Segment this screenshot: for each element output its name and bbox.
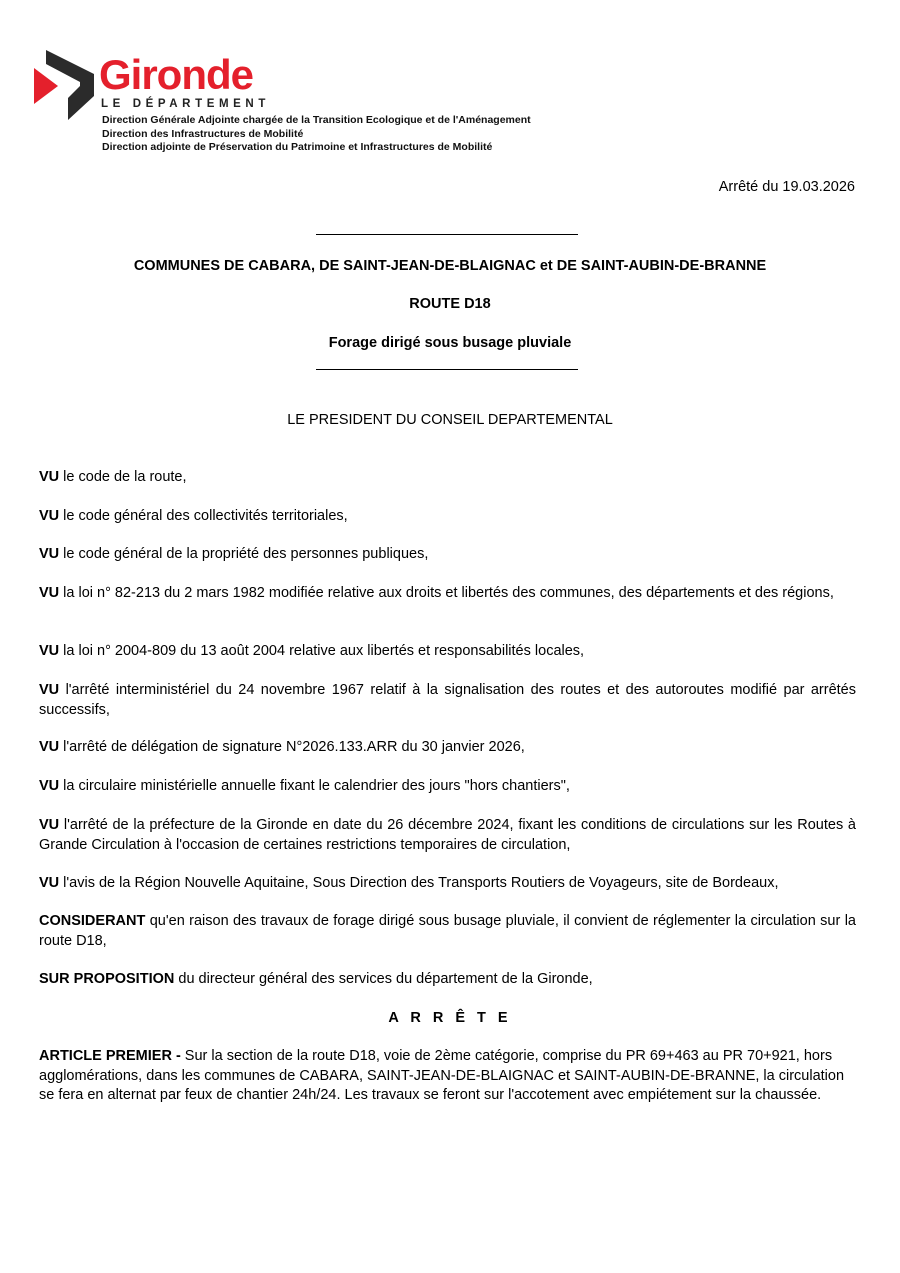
direction-line: Direction Générale Adjointe chargée de la Transition Ecologique et de l'Aménagement — [102, 114, 531, 126]
direction-line: Direction adjointe de Préservation du Patrimoine et Infrastructures de Mobilité — [102, 141, 493, 153]
brand-name: Gironde — [99, 51, 254, 98]
consideration-item: VU le code de la route, — [39, 469, 187, 485]
route-heading: ROUTE D18 — [409, 296, 491, 312]
subject-heading: Forage dirigé sous busage pluviale — [328, 335, 572, 351]
authority-title: LE PRESIDENT DU CONSEIL DEPARTEMENTAL — [287, 412, 613, 428]
consideration-item: VU l'arrêté interministériel du 24 novembre 1967 relatif à la signalisation des routes et des autoroutes modifié par arrêtés successifs, — [39, 682, 856, 718]
article-premier: ARTICLE PREMIER - Sur la section de la route D18, voie de 2ème catégorie, comprise du PR 69+463 au PR 70+921, hors agglomérations, dans les communes de CABARA, SAINT-JEAN-DE-BLAIGNAC et SAINT-AUBIN-DE-BRANNE, la circulation se fera en alternat par feux de chantier 24h/24. Les travaux se feront sur l'accotement avec empiétement sur la chaussée. — [39, 1048, 845, 1103]
consideration-item: VU le code général de la propriété des personnes publiques, — [39, 546, 429, 562]
arrete-heading: A R R Ê T E — [388, 1010, 512, 1026]
consideration-item: VU le code général des collectivités territoriales, — [39, 508, 348, 524]
communes-heading: COMMUNES DE CABARA, DE SAINT-JEAN-DE-BLAIGNAC et DE SAINT-AUBIN-DE-BRANNE — [133, 258, 767, 274]
divider-bottom — [316, 369, 578, 370]
brand-subtitle: LE DÉPARTEMENT — [101, 98, 270, 110]
letterhead-directions — [102, 114, 531, 155]
divider-top — [316, 234, 578, 235]
direction-line: Direction des Infrastructures de Mobilité — [102, 127, 304, 140]
consideration-item: VU l'arrêté de délégation de signature N°2026.133.ARR du 30 janvier 2026, — [39, 739, 525, 755]
consideration-item: VU l'arrêté de la préfecture de la Gironde en date du 26 décembre 2024, fixant les conditions de circulations sur les Routes à Grande Circulation à l'occasion de certaines restrictions temporaires de circulation, — [39, 817, 856, 853]
gironde-logo-icon — [34, 50, 94, 120]
consideration-item: VU l'avis de la Région Nouvelle Aquitaine, Sous Direction des Transports Routiers de Voyageurs, site de Bordeaux, — [39, 875, 779, 891]
decree-date: Arrêté du 19.03.2026 — [718, 179, 855, 195]
consideration-item: CONSIDERANT qu'en raison des travaux de forage dirigé sous busage pluviale, il convient de réglementer la circulation sur la route D18, — [39, 913, 856, 949]
consideration-item: SUR PROPOSITION du directeur général des services du département de la Gironde, — [39, 971, 593, 987]
consideration-item: VU la loi n° 82-213 du 2 mars 1982 modifiée relative aux droits et libertés des communes, des départements et des régions, — [39, 585, 834, 601]
consideration-item: VU la loi n° 2004-809 du 13 août 2004 relative aux libertés et responsabilités locales, — [39, 643, 585, 659]
consideration-item: VU la circulaire ministérielle annuelle fixant le calendrier des jours "hors chantiers", — [39, 778, 570, 794]
